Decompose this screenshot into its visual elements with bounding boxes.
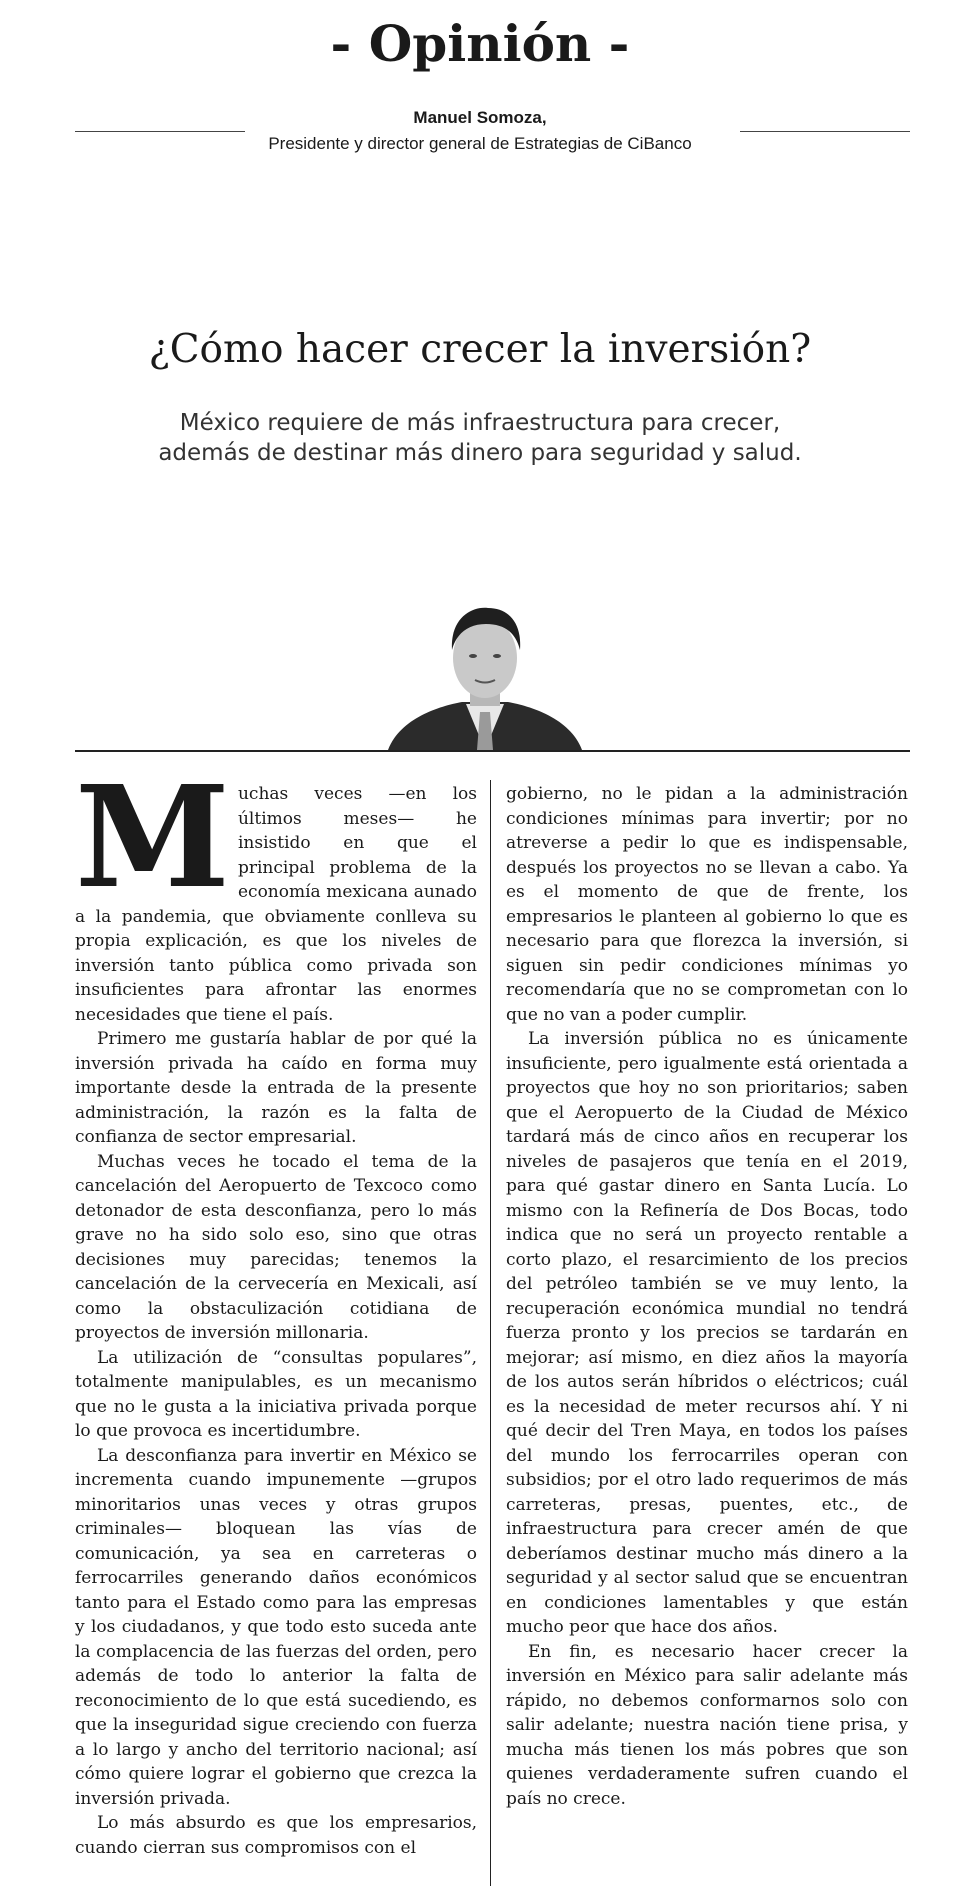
byline-rule-right xyxy=(740,131,910,132)
article-top-rule xyxy=(75,750,910,752)
article-subhead xyxy=(0,408,960,468)
section-title: - Opinión - xyxy=(330,14,630,73)
paragraph: Primero me gustaría hablar de por qué la inversión privada ha caído en forma muy importante desde la entrada de la presente administración, la razón es la falta de confianza de sector empresarial. xyxy=(75,1029,477,1147)
paragraph: uchas veces —en los últimos meses— he insistido en que el principal problema de la economía mexicana aunado a la pandemia, que obviamente conlleva su propia explicación, es que los niveles de inversión tanto pública como privada son insuficientes para afrontar las enormes necesidades que tiene el país. xyxy=(75,784,477,1025)
paragraph: La desconfianza para invertir en México se incrementa cuando impunemente —grupos minoritarios unas veces y otras grupos criminales— bloquean las vías de comunicación, ya sea en carreteras o ferrocarriles generando daños económicos tanto para el Estado como para las empresas y los ciudadanos, y que todo esto suceda ante la complacencia de las fuerzas del orden, pero además de todo lo anterior la falta de reconocimiento de lo que está sucediendo, es que la inseguridad sigue creciendo con fuerza a lo largo y ancho del territorio nacional; así cómo quiere lograr el gobierno que crezca la inversión privada. xyxy=(75,1445,477,1809)
article-column-right xyxy=(506,782,908,1811)
subhead-line-2: además de destinar más dinero para seguridad y salud. xyxy=(158,440,802,466)
article-column-left xyxy=(75,756,477,1860)
author-portrait xyxy=(380,600,590,750)
author-name: Manuel Somoza, xyxy=(413,108,547,127)
paragraph: La utilización de “consultas populares”, totalmente manipulables, es un mecanismo que no le gusta a la iniciativa privada porque lo que provoca es incertidumbre. xyxy=(75,1347,477,1441)
author-role: Presidente y director general de Estrategias de CiBanco xyxy=(268,134,692,153)
paragraph: En fin, es necesario hacer crecer la inversión en México para salir adelante más rápido, no debemos conformarnos solo con salir adelante; nuestra nación tiene prisa, y mucha más tienen los más pobres que son quienes verdaderamente sufren cuando el país no crece. xyxy=(506,1641,908,1809)
paragraph: Lo más absurdo es que los empresarios, cuando cierran sus compromisos con el xyxy=(75,1813,477,1858)
article-headline: ¿Cómo hacer crecer la inversión? xyxy=(148,327,812,372)
drop-cap: M xyxy=(75,756,230,920)
byline-rule-left xyxy=(75,131,245,132)
paragraph: La inversión pública no es únicamente insuficiente, pero igualmente está orientada a proyectos que hoy no son prioritarios; saben que el Aeropuerto de la Ciudad de México tardará más de cinco años en recuperar los niveles de pasajeros que tenía en el 2019, para qué gastar dinero en Santa Lucía. Lo mismo con la Refinería de Dos Bocas, todo indica que no será un proyecto rentable a corto plazo, el resarcimiento de los precios del petróleo también se ve muy lento, la recuperación económica mundial no tendrá fuerza pronto y los precios se tardarán en mejorar; así mismo, en diez años la mayoría de los autos serán híbridos o eléctricos; cuál es la necesidad de meter recursos ahí. Y ni qué decir del Tren Maya, en todos los países del mundo los ferrocarriles operan con subsidios; por el otro lado requerimos de más carreteras, presas, puentes, etc., de infraestructura para crecer amén de que deberíamos destinar mucho más dinero a la seguridad y al sector salud que se encuentran en condiciones lamentables y que están mucho peor que hace dos años. xyxy=(506,1029,908,1637)
subhead-line-1: México requiere de más infraestructura para crecer, xyxy=(179,410,781,436)
paragraph: Muchas veces he tocado el tema de la cancelación del Aeropuerto de Texcoco como detonador de esta desconfianza, pero lo más grave no ha sido solo eso, sino que otras decisiones muy parecidas; tenemos la cancelación de la cervecería en Mexicali, así como la obstaculización cotidiana de proyectos de inversión millonaria. xyxy=(75,1151,477,1343)
column-divider xyxy=(490,780,491,1886)
paragraph: gobierno, no le pidan a la administración condiciones mínimas para invertir; por no atreverse a pedir lo que es indispensable, después los proyectos no se llevan a cabo. Ya es el momento de que de frente, los empresarios le planteen al gobierno lo que es necesario para que florezca la inversión, si siguen sin pedir condiciones mínimas yo recomendaría que no se comprometan con lo que no van a poder cumplir. xyxy=(506,784,908,1025)
